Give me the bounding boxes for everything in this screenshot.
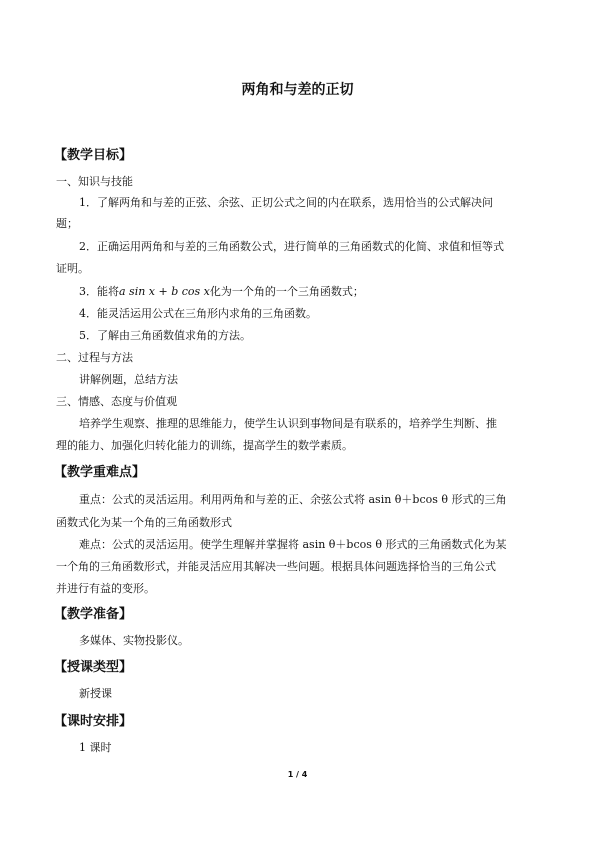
keypoint-2-line-b: 一个角的三角函数形式，并能灵活应用其解决一些问题。根据具体问题选择恰当的三角公式 [56,560,496,573]
section-heading-prep: 【教学准备】 [54,607,133,622]
schedule-text: 1 课时 [79,741,112,754]
goal-3 [79,285,364,299]
goal-3-prefix: 3．能将 [79,285,119,298]
goal-5: 5．了解由三角函数值求角的方法。 [79,329,251,342]
section-heading-type: 【授课类型】 [54,660,133,675]
prep-text: 多媒体、实物投影仪。 [79,634,189,647]
section-heading-goals: 【教学目标】 [54,148,133,163]
keypoint-2-line-c: 并进行有益的变形。 [56,582,155,595]
keypoint-1-line-b: 函数式化为某一个角的三角函数形式 [56,516,232,529]
goals-values-line-a: 培养学生观察、推理的思维能力，使学生认识到事物间是有联系的，培养学生判断、推 [79,417,497,430]
goals-heading-3: 三、情感、态度与价值观 [56,395,177,408]
keypoint-2-line-a: 难点：公式的灵活运用。使学生理解并掌握将 asin θ＋bcos θ 形式的三角函数式化为某 [79,538,507,551]
goals-heading-1: 一、知识与技能 [56,175,133,188]
goals-process-text: 讲解例题，总结方法 [79,373,178,386]
goals-values-line-b: 理的能力、加强化归转化能力的训练，提高学生的数学素质。 [56,439,353,452]
goal-3-formula: a sin x + b cos x [119,285,210,298]
goal-2-line-b: 证明。 [56,262,89,275]
section-heading-schedule: 【课时安排】 [54,714,133,729]
goals-heading-2: 二、过程与方法 [56,351,133,364]
keypoint-1-line-a: 重点：公式的灵活运用。利用两角和与差的正、余弦公式将 asin θ＋bcos θ 形式的三角 [79,493,507,506]
page-title: 两角和与差的正切 [241,82,354,98]
goal-3-suffix: 化为一个角的一个三角函数式； [209,285,364,298]
goal-1-line-b: 题； [56,217,78,230]
section-heading-keypoints: 【教学重难点】 [54,465,146,480]
goal-4: 4．能灵活运用公式在三角形内求角的三角函数。 [79,307,317,320]
goal-2-line-a: 2．正确运用两角和与差的三角函数公式，进行简单的三角函数式的化简、求值和恒等式 [79,240,504,253]
type-text: 新授课 [79,687,112,700]
page-number: 1 / 4 [287,770,308,779]
goal-1-line-a: 1．了解两角和与差的正弦、余弦、正切公式之间的内在联系，选用恰当的公式解决问 [79,196,493,209]
